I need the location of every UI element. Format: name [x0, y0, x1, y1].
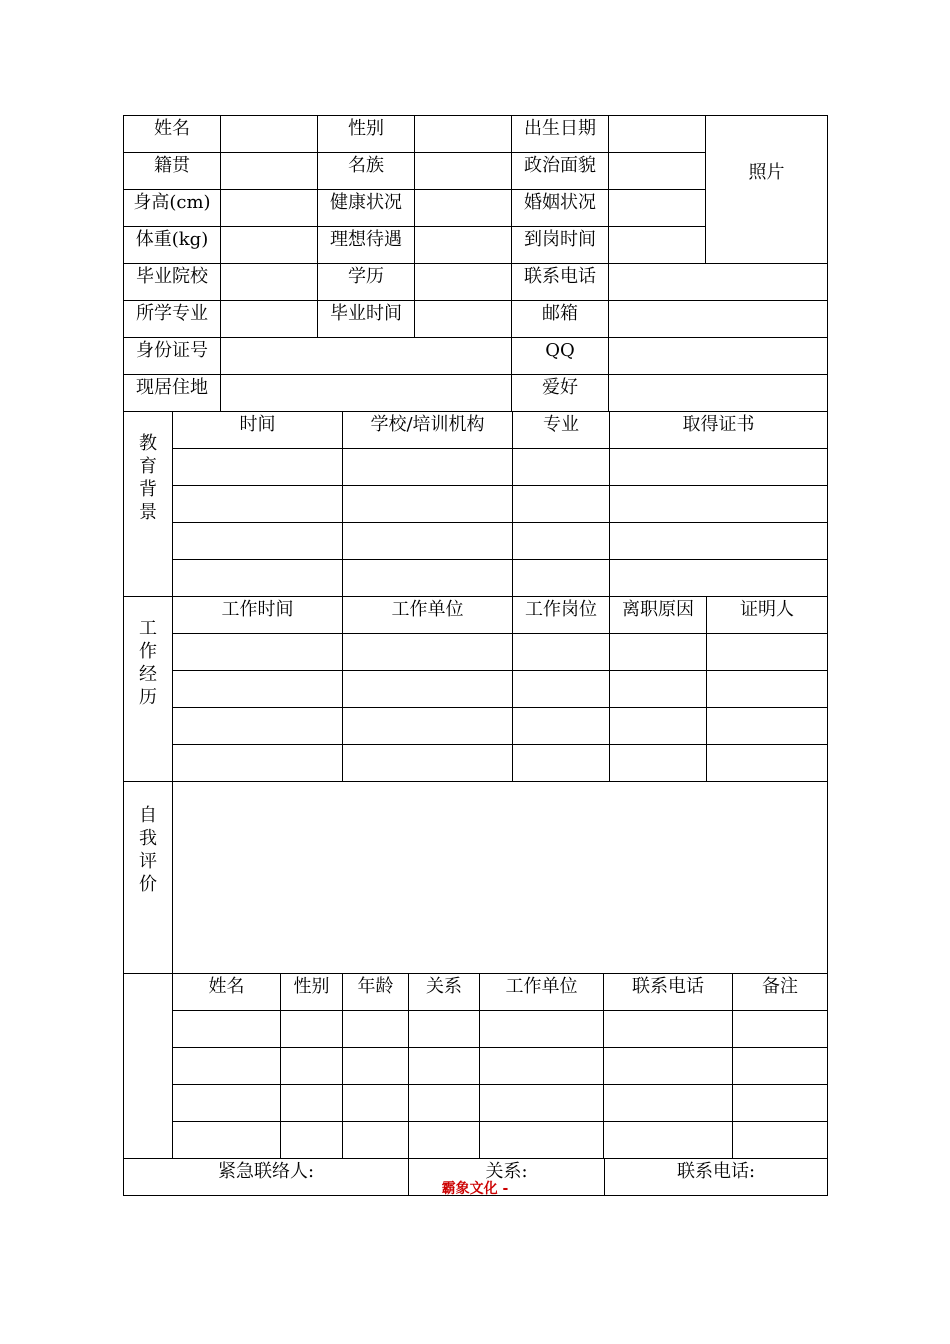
- family-header-notes: 备注: [733, 974, 828, 1011]
- table-row: [124, 671, 828, 708]
- health-label: 健康状况: [318, 190, 415, 227]
- degree-label: 学历: [318, 264, 415, 301]
- emergency-relation-field[interactable]: 关系:: [409, 1159, 605, 1196]
- family-header-name: 姓名: [173, 974, 281, 1011]
- name-field[interactable]: [221, 116, 318, 153]
- qq-field[interactable]: [609, 338, 828, 375]
- ethnicity-field[interactable]: [415, 153, 512, 190]
- qq-label: QQ: [512, 338, 609, 375]
- table-row: [124, 523, 828, 560]
- address-field[interactable]: [221, 375, 512, 412]
- work-label-text: 工作经历: [139, 618, 157, 708]
- phone-label: 联系电话: [512, 264, 609, 301]
- table-row: [124, 486, 828, 523]
- family-header-relation: 关系: [409, 974, 480, 1011]
- weight-field[interactable]: [221, 227, 318, 264]
- political-status-label: 政治面貌: [512, 153, 609, 190]
- family-header-company: 工作单位: [480, 974, 604, 1011]
- email-label: 邮箱: [512, 301, 609, 338]
- id-number-field[interactable]: [221, 338, 512, 375]
- expected-salary-label: 理想待遇: [318, 227, 415, 264]
- self-eval-label-text: 自我评价: [139, 805, 157, 895]
- table-row: [124, 1122, 828, 1159]
- table-row: [124, 1048, 828, 1085]
- family-section-label: [124, 974, 173, 1159]
- photo-box[interactable]: 照片: [706, 116, 828, 264]
- ethnicity-label: 名族: [318, 153, 415, 190]
- grad-date-label: 毕业时间: [318, 301, 415, 338]
- start-date-label: 到岗时间: [512, 227, 609, 264]
- email-field[interactable]: [609, 301, 828, 338]
- major-label: 所学专业: [124, 301, 221, 338]
- gender-label: 性别: [318, 116, 415, 153]
- degree-field[interactable]: [415, 264, 512, 301]
- birth-date-field[interactable]: [609, 116, 706, 153]
- work-table: [123, 596, 828, 782]
- family-header-phone: 联系电话: [604, 974, 733, 1011]
- work-header-reference: 证明人: [707, 597, 828, 634]
- phone-field[interactable]: [609, 264, 828, 301]
- native-place-field[interactable]: [221, 153, 318, 190]
- family-header-gender: 性别: [281, 974, 343, 1011]
- emergency-phone-field[interactable]: 联系电话:: [605, 1159, 828, 1196]
- edu-header-school: 学校/培训机构: [343, 412, 513, 449]
- table-row: [124, 745, 828, 782]
- work-section-label: [124, 597, 173, 782]
- marital-label: 婚姻状况: [512, 190, 609, 227]
- expected-salary-field[interactable]: [415, 227, 512, 264]
- table-row: [124, 449, 828, 486]
- family-header-age: 年龄: [343, 974, 409, 1011]
- self-eval-section-label: [124, 782, 173, 974]
- personal-info-table: [123, 115, 828, 412]
- address-label: 现居住地: [124, 375, 221, 412]
- footer-divider: [143, 1195, 806, 1196]
- weight-label: 体重(kg): [124, 227, 221, 264]
- footer-brand: 霸象文化 -: [441, 1181, 509, 1197]
- self-eval-table: [123, 781, 828, 974]
- id-number-label: 身份证号: [124, 338, 221, 375]
- edu-header-major: 专业: [513, 412, 610, 449]
- grad-date-field[interactable]: [415, 301, 512, 338]
- work-header-time: 工作时间: [173, 597, 343, 634]
- political-status-field[interactable]: [609, 153, 706, 190]
- table-row: [124, 708, 828, 745]
- name-label: 姓名: [124, 116, 221, 153]
- resume-form: [123, 115, 827, 1196]
- table-row: [124, 560, 828, 597]
- education-section-label: [124, 412, 173, 597]
- self-eval-field[interactable]: [173, 782, 828, 974]
- emergency-contact-field[interactable]: 紧急联络人:: [124, 1159, 409, 1196]
- hobby-field[interactable]: [609, 375, 828, 412]
- native-place-label: 籍贯: [124, 153, 221, 190]
- work-header-leave-reason: 离职原因: [610, 597, 707, 634]
- family-table: [123, 973, 828, 1159]
- marital-field[interactable]: [609, 190, 706, 227]
- major-field[interactable]: [221, 301, 318, 338]
- edu-header-certificate: 取得证书: [610, 412, 828, 449]
- height-field[interactable]: [221, 190, 318, 227]
- table-row: [124, 634, 828, 671]
- height-label: 身高(cm): [124, 190, 221, 227]
- education-label-text: 教育背景: [139, 433, 157, 523]
- hobby-label: 爱好: [512, 375, 609, 412]
- birth-date-label: 出生日期: [512, 116, 609, 153]
- edu-header-time: 时间: [173, 412, 343, 449]
- table-row: [124, 1011, 828, 1048]
- school-label: 毕业院校: [124, 264, 221, 301]
- school-field[interactable]: [221, 264, 318, 301]
- work-header-position: 工作岗位: [513, 597, 610, 634]
- health-field[interactable]: [415, 190, 512, 227]
- table-row: [124, 1085, 828, 1122]
- gender-field[interactable]: [415, 116, 512, 153]
- education-table: [123, 411, 828, 597]
- start-date-field[interactable]: [609, 227, 706, 264]
- work-header-company: 工作单位: [343, 597, 513, 634]
